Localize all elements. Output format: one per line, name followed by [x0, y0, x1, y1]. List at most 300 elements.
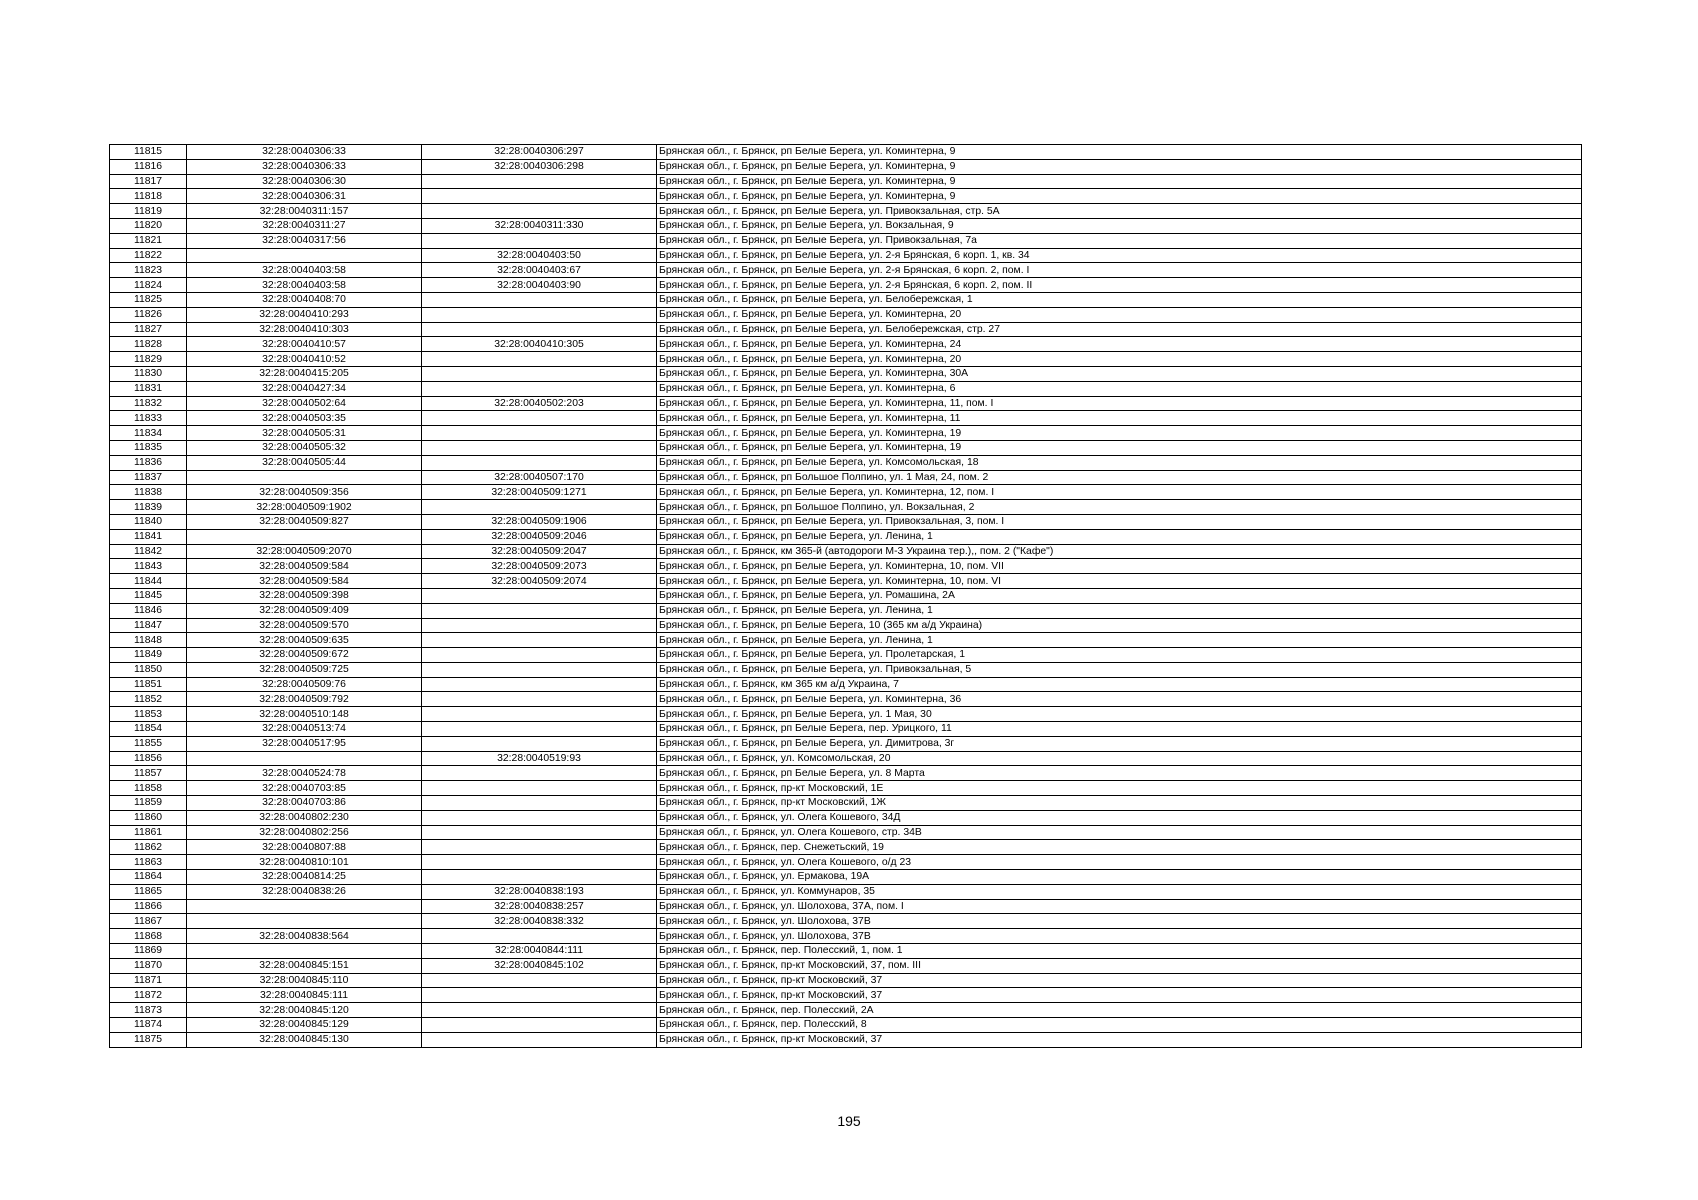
row-number-cell: 11820: [110, 218, 187, 233]
table-row: [110, 204, 1582, 219]
land-cadastral-number-cell: 32:28:0040810:101: [187, 855, 422, 870]
object-cadastral-number-cell: [422, 322, 657, 337]
address-cell: Брянская обл., г. Брянск, пер. Полесский, 8: [657, 1018, 1582, 1033]
row-number-cell: 11816: [110, 159, 187, 174]
table-row: [110, 455, 1582, 470]
object-cadastral-number-cell: [422, 455, 657, 470]
row-number-cell: 11862: [110, 840, 187, 855]
object-cadastral-number-cell: [422, 352, 657, 367]
land-cadastral-number-cell: 32:28:0040509:584: [187, 559, 422, 574]
object-cadastral-number-cell: 32:28:0040519:93: [422, 751, 657, 766]
address-cell: Брянская обл., г. Брянск, рп Белые Берега, ул. Коминтерна, 24: [657, 337, 1582, 352]
address-cell: Брянская обл., г. Брянск, рп Белые Берега, ул. Ленина, 1: [657, 603, 1582, 618]
object-cadastral-number-cell: [422, 381, 657, 396]
table-row: [110, 174, 1582, 189]
land-cadastral-number-cell: [187, 899, 422, 914]
table-row: [110, 870, 1582, 885]
object-cadastral-number-cell: [422, 500, 657, 515]
address-cell: Брянская обл., г. Брянск, ул. Шолохова, 37В: [657, 914, 1582, 929]
address-cell: Брянская обл., г. Брянск, рп Белые Берега, ул. 8 Марта: [657, 766, 1582, 781]
table-row: [110, 662, 1582, 677]
row-number-cell: 11839: [110, 500, 187, 515]
object-cadastral-number-cell: [422, 189, 657, 204]
land-cadastral-number-cell: [187, 914, 422, 929]
object-cadastral-number-cell: 32:28:0040410:305: [422, 337, 657, 352]
row-number-cell: 11855: [110, 736, 187, 751]
object-cadastral-number-cell: 32:28:0040838:193: [422, 884, 657, 899]
address-cell: Брянская обл., г. Брянск, рп Белые Берега, ул. Ромашина, 2А: [657, 588, 1582, 603]
land-cadastral-number-cell: [187, 529, 422, 544]
land-cadastral-number-cell: 32:28:0040513:74: [187, 722, 422, 737]
land-cadastral-number-cell: [187, 944, 422, 959]
table-row: [110, 189, 1582, 204]
land-cadastral-number-cell: 32:28:0040509:792: [187, 692, 422, 707]
object-cadastral-number-cell: 32:28:0040509:2046: [422, 529, 657, 544]
table-row: [110, 781, 1582, 796]
address-cell: Брянская обл., г. Брянск, ул. Олега Кошевого, о/д 23: [657, 855, 1582, 870]
object-cadastral-number-cell: 32:28:0040509:2073: [422, 559, 657, 574]
land-cadastral-number-cell: 32:28:0040410:293: [187, 307, 422, 322]
table-row: [110, 944, 1582, 959]
address-cell: Брянская обл., г. Брянск, ул. Олега Кошевого, стр. 34В: [657, 825, 1582, 840]
land-cadastral-number-cell: 32:28:0040502:64: [187, 396, 422, 411]
table-row: [110, 1032, 1582, 1047]
row-number-cell: 11829: [110, 352, 187, 367]
address-cell: Брянская обл., г. Брянск, пр-кт Московский, 37: [657, 973, 1582, 988]
address-cell: Брянская обл., г. Брянск, рп Большое Полпино, ул. Вокзальная, 2: [657, 500, 1582, 515]
address-cell: Брянская обл., г. Брянск, рп Белые Берега, ул. Коминтерна, 9: [657, 159, 1582, 174]
land-cadastral-number-cell: 32:28:0040807:88: [187, 840, 422, 855]
table-row: [110, 426, 1582, 441]
land-cadastral-number-cell: 32:28:0040517:95: [187, 736, 422, 751]
address-cell: Брянская обл., г. Брянск, пер. Полесский, 2А: [657, 1003, 1582, 1018]
address-cell: Брянская обл., г. Брянск, рп Белые Берега, ул. Коминтерна, 36: [657, 692, 1582, 707]
row-number-cell: 11827: [110, 322, 187, 337]
object-cadastral-number-cell: 32:28:0040507:170: [422, 470, 657, 485]
object-cadastral-number-cell: 32:28:0040306:298: [422, 159, 657, 174]
row-number-cell: 11840: [110, 514, 187, 529]
table-row: [110, 396, 1582, 411]
address-cell: Брянская обл., г. Брянск, пр-кт Московский, 37: [657, 988, 1582, 1003]
object-cadastral-number-cell: 32:28:0040306:297: [422, 145, 657, 160]
table-row: [110, 914, 1582, 929]
object-cadastral-number-cell: [422, 603, 657, 618]
land-cadastral-number-cell: 32:28:0040503:35: [187, 411, 422, 426]
object-cadastral-number-cell: [422, 722, 657, 737]
table-row: [110, 1003, 1582, 1018]
table-row: [110, 278, 1582, 293]
address-cell: Брянская обл., г. Брянск, пр-кт Московский, 1Ж: [657, 796, 1582, 811]
land-cadastral-number-cell: 32:28:0040509:827: [187, 514, 422, 529]
row-number-cell: 11869: [110, 944, 187, 959]
row-number-cell: 11822: [110, 248, 187, 263]
object-cadastral-number-cell: 32:28:0040502:203: [422, 396, 657, 411]
object-cadastral-number-cell: [422, 988, 657, 1003]
table-row: [110, 810, 1582, 825]
object-cadastral-number-cell: 32:28:0040311:330: [422, 218, 657, 233]
address-cell: Брянская обл., г. Брянск, рп Белые Берега, ул. Коминтерна, 9: [657, 189, 1582, 204]
table-row: [110, 884, 1582, 899]
row-number-cell: 11833: [110, 411, 187, 426]
land-cadastral-number-cell: 32:28:0040505:31: [187, 426, 422, 441]
land-cadastral-number-cell: 32:28:0040802:230: [187, 810, 422, 825]
object-cadastral-number-cell: [422, 618, 657, 633]
address-cell: Брянская обл., г. Брянск, рп Белые Берега, ул. Коминтерна, 19: [657, 440, 1582, 455]
land-cadastral-number-cell: 32:28:0040509:1902: [187, 500, 422, 515]
address-cell: Брянская обл., г. Брянск, рп Белые Берега, ул. Комсомольская, 18: [657, 455, 1582, 470]
address-cell: Брянская обл., г. Брянск, рп Белые Берега, ул. Привокзальная, стр. 5А: [657, 204, 1582, 219]
land-cadastral-number-cell: 32:28:0040838:564: [187, 929, 422, 944]
row-number-cell: 11875: [110, 1032, 187, 1047]
table-row: [110, 825, 1582, 840]
row-number-cell: 11835: [110, 440, 187, 455]
page-number: 195: [837, 1113, 861, 1129]
object-cadastral-number-cell: 32:28:0040509:2047: [422, 544, 657, 559]
table-row: [110, 899, 1582, 914]
row-number-cell: 11843: [110, 559, 187, 574]
object-cadastral-number-cell: [422, 1003, 657, 1018]
address-cell: Брянская обл., г. Брянск, рп Белые Берега, ул. Коминтерна, 19: [657, 426, 1582, 441]
table-row: [110, 485, 1582, 500]
object-cadastral-number-cell: [422, 766, 657, 781]
address-cell: Брянская обл., г. Брянск, рп Белые Берега, ул. 2-я Брянская, 6 корп. 2, пом. I: [657, 263, 1582, 278]
address-cell: Брянская обл., г. Брянск, пр-кт Московский, 1Е: [657, 781, 1582, 796]
address-cell: Брянская обл., г. Брянск, рп Белые Берега, ул. Белобережская, 1: [657, 292, 1582, 307]
row-number-cell: 11856: [110, 751, 187, 766]
table-row: [110, 500, 1582, 515]
land-cadastral-number-cell: 32:28:0040509:584: [187, 574, 422, 589]
land-cadastral-number-cell: [187, 470, 422, 485]
row-number-cell: 11815: [110, 145, 187, 160]
address-cell: Брянская обл., г. Брянск, рп Белые Берега, ул. Коминтерна, 11, пом. I: [657, 396, 1582, 411]
land-cadastral-number-cell: [187, 248, 422, 263]
address-cell: Брянская обл., г. Брянск, рп Белые Берега, ул. 1 Мая, 30: [657, 707, 1582, 722]
address-cell: Брянская обл., г. Брянск, ул. Коммунаров, 35: [657, 884, 1582, 899]
row-number-cell: 11832: [110, 396, 187, 411]
table-row: [110, 973, 1582, 988]
object-cadastral-number-cell: [422, 810, 657, 825]
land-cadastral-number-cell: 32:28:0040410:57: [187, 337, 422, 352]
address-cell: Брянская обл., г. Брянск, рп Белые Берега, ул. Коминтерна, 9: [657, 174, 1582, 189]
row-number-cell: 11823: [110, 263, 187, 278]
table-row: [110, 514, 1582, 529]
land-cadastral-number-cell: 32:28:0040509:2070: [187, 544, 422, 559]
row-number-cell: 11838: [110, 485, 187, 500]
object-cadastral-number-cell: [422, 233, 657, 248]
table-row: [110, 322, 1582, 337]
table-row: [110, 603, 1582, 618]
object-cadastral-number-cell: [422, 292, 657, 307]
table-row: [110, 633, 1582, 648]
object-cadastral-number-cell: [422, 825, 657, 840]
land-cadastral-number-cell: 32:28:0040427:34: [187, 381, 422, 396]
row-number-cell: 11857: [110, 766, 187, 781]
address-cell: Брянская обл., г. Брянск, рп Белые Берега, ул. Коминтерна, 6: [657, 381, 1582, 396]
table-body: [110, 145, 1582, 1048]
object-cadastral-number-cell: 32:28:0040403:67: [422, 263, 657, 278]
row-number-cell: 11854: [110, 722, 187, 737]
row-number-cell: 11865: [110, 884, 187, 899]
address-cell: Брянская обл., г. Брянск, рп Белые Берега, ул. Коминтерна, 12, пом. I: [657, 485, 1582, 500]
table-row: [110, 470, 1582, 485]
object-cadastral-number-cell: [422, 633, 657, 648]
row-number-cell: 11818: [110, 189, 187, 204]
address-cell: Брянская обл., г. Брянск, км 365 км а/д Украина, 7: [657, 677, 1582, 692]
object-cadastral-number-cell: 32:28:0040844:111: [422, 944, 657, 959]
table-row: [110, 766, 1582, 781]
table-row: [110, 692, 1582, 707]
object-cadastral-number-cell: 32:28:0040509:2074: [422, 574, 657, 589]
land-cadastral-number-cell: 32:28:0040845:129: [187, 1018, 422, 1033]
row-number-cell: 11846: [110, 603, 187, 618]
land-cadastral-number-cell: 32:28:0040306:30: [187, 174, 422, 189]
object-cadastral-number-cell: [422, 174, 657, 189]
land-cadastral-number-cell: 32:28:0040306:33: [187, 159, 422, 174]
land-cadastral-number-cell: 32:28:0040703:85: [187, 781, 422, 796]
row-number-cell: 11841: [110, 529, 187, 544]
address-cell: Брянская обл., г. Брянск, км 365-й (автодороги М-3 Украина тер.),, пом. 2 ("Кафе"): [657, 544, 1582, 559]
address-cell: Брянская обл., г. Брянск, рп Белые Берега, ул. Коминтерна, 10, пом. VI: [657, 574, 1582, 589]
object-cadastral-number-cell: [422, 707, 657, 722]
table-row: [110, 248, 1582, 263]
row-number-cell: 11837: [110, 470, 187, 485]
address-cell: Брянская обл., г. Брянск, ул. Комсомольская, 20: [657, 751, 1582, 766]
land-cadastral-number-cell: 32:28:0040845:111: [187, 988, 422, 1003]
object-cadastral-number-cell: [422, 648, 657, 663]
table-row: [110, 988, 1582, 1003]
table-row: [110, 648, 1582, 663]
object-cadastral-number-cell: 32:28:0040509:1271: [422, 485, 657, 500]
address-cell: Брянская обл., г. Брянск, рп Белые Берега, ул. Привокзальная, 3, пом. I: [657, 514, 1582, 529]
row-number-cell: 11871: [110, 973, 187, 988]
row-number-cell: 11834: [110, 426, 187, 441]
land-cadastral-number-cell: 32:28:0040510:148: [187, 707, 422, 722]
address-cell: Брянская обл., г. Брянск, ул. Олега Кошевого, 34Д: [657, 810, 1582, 825]
address-cell: Брянская обл., г. Брянск, рп Белые Берега, ул. Ленина, 1: [657, 633, 1582, 648]
land-cadastral-number-cell: 32:28:0040703:86: [187, 796, 422, 811]
object-cadastral-number-cell: [422, 973, 657, 988]
address-cell: Брянская обл., г. Брянск, рп Белые Берега, пер. Урицкого, 11: [657, 722, 1582, 737]
table-row: [110, 707, 1582, 722]
table-row: [110, 751, 1582, 766]
object-cadastral-number-cell: [422, 736, 657, 751]
land-cadastral-number-cell: 32:28:0040509:725: [187, 662, 422, 677]
row-number-cell: 11830: [110, 366, 187, 381]
address-cell: Брянская обл., г. Брянск, пр-кт Московский, 37, пом. III: [657, 958, 1582, 973]
row-number-cell: 11824: [110, 278, 187, 293]
land-cadastral-number-cell: 32:28:0040505:32: [187, 440, 422, 455]
table-row: [110, 574, 1582, 589]
address-cell: Брянская обл., г. Брянск, рп Белые Берега, ул. Коминтерна, 30А: [657, 366, 1582, 381]
property-register-table: [109, 144, 1582, 1048]
object-cadastral-number-cell: [422, 677, 657, 692]
object-cadastral-number-cell: [422, 796, 657, 811]
object-cadastral-number-cell: [422, 440, 657, 455]
table-row: [110, 855, 1582, 870]
land-cadastral-number-cell: 32:28:0040838:26: [187, 884, 422, 899]
row-number-cell: 11847: [110, 618, 187, 633]
address-cell: Брянская обл., г. Брянск, пр-кт Московский, 37: [657, 1032, 1582, 1047]
property-register-table-container: [109, 144, 1581, 1048]
table-row: [110, 529, 1582, 544]
land-cadastral-number-cell: 32:28:0040410:303: [187, 322, 422, 337]
table-row: [110, 307, 1582, 322]
row-number-cell: 11872: [110, 988, 187, 1003]
address-cell: Брянская обл., г. Брянск, рп Белые Берега, ул. Вокзальная, 9: [657, 218, 1582, 233]
row-number-cell: 11826: [110, 307, 187, 322]
row-number-cell: 11873: [110, 1003, 187, 1018]
address-cell: Брянская обл., г. Брянск, рп Белые Берега, ул. Белобережская, стр. 27: [657, 322, 1582, 337]
address-cell: Брянская обл., г. Брянск, рп Белые Берега, ул. 2-я Брянская, 6 корп. 2, пом. II: [657, 278, 1582, 293]
table-row: [110, 840, 1582, 855]
row-number-cell: 11819: [110, 204, 187, 219]
address-cell: Брянская обл., г. Брянск, ул. Ермакова, 19А: [657, 870, 1582, 885]
land-cadastral-number-cell: 32:28:0040509:409: [187, 603, 422, 618]
address-cell: Брянская обл., г. Брянск, рп Белые Берега, 10 (365 км а/д Украина): [657, 618, 1582, 633]
address-cell: Брянская обл., г. Брянск, рп Белые Берега, ул. Привокзальная, 7а: [657, 233, 1582, 248]
row-number-cell: 11866: [110, 899, 187, 914]
land-cadastral-number-cell: 32:28:0040845:110: [187, 973, 422, 988]
address-cell: Брянская обл., г. Брянск, рп Белые Берега, ул. Привокзальная, 5: [657, 662, 1582, 677]
land-cadastral-number-cell: 32:28:0040524:78: [187, 766, 422, 781]
object-cadastral-number-cell: [422, 307, 657, 322]
table-row: [110, 559, 1582, 574]
object-cadastral-number-cell: 32:28:0040403:50: [422, 248, 657, 263]
address-cell: Брянская обл., г. Брянск, рп Белые Берега, ул. Пролетарская, 1: [657, 648, 1582, 663]
land-cadastral-number-cell: 32:28:0040509:672: [187, 648, 422, 663]
table-row: [110, 411, 1582, 426]
object-cadastral-number-cell: 32:28:0040838:257: [422, 899, 657, 914]
table-row: [110, 218, 1582, 233]
row-number-cell: 11868: [110, 929, 187, 944]
address-cell: Брянская обл., г. Брянск, рп Белые Берега, ул. Коминтерна, 10, пом. VII: [657, 559, 1582, 574]
row-number-cell: 11817: [110, 174, 187, 189]
address-cell: Брянская обл., г. Брянск, пер. Полесский, 1, пом. 1: [657, 944, 1582, 959]
land-cadastral-number-cell: 32:28:0040509:356: [187, 485, 422, 500]
address-cell: Брянская обл., г. Брянск, рп Белые Берега, ул. Димитрова, 3г: [657, 736, 1582, 751]
table-row: [110, 929, 1582, 944]
address-cell: Брянская обл., г. Брянск, рп Белые Берега, ул. 2-я Брянская, 6 корп. 1, кв. 34: [657, 248, 1582, 263]
address-cell: Брянская обл., г. Брянск, рп Большое Полпино, ул. 1 Мая, 24, пом. 2: [657, 470, 1582, 485]
object-cadastral-number-cell: [422, 426, 657, 441]
table-row: [110, 618, 1582, 633]
row-number-cell: 11864: [110, 870, 187, 885]
row-number-cell: 11848: [110, 633, 187, 648]
land-cadastral-number-cell: 32:28:0040317:56: [187, 233, 422, 248]
land-cadastral-number-cell: 32:28:0040415:205: [187, 366, 422, 381]
land-cadastral-number-cell: 32:28:0040306:31: [187, 189, 422, 204]
object-cadastral-number-cell: 32:28:0040845:102: [422, 958, 657, 973]
object-cadastral-number-cell: [422, 929, 657, 944]
land-cadastral-number-cell: 32:28:0040311:157: [187, 204, 422, 219]
table-row: [110, 352, 1582, 367]
land-cadastral-number-cell: 32:28:0040509:76: [187, 677, 422, 692]
address-cell: Брянская обл., г. Брянск, ул. Шолохова, 37В: [657, 929, 1582, 944]
land-cadastral-number-cell: 32:28:0040814:25: [187, 870, 422, 885]
land-cadastral-number-cell: 32:28:0040408:70: [187, 292, 422, 307]
row-number-cell: 11858: [110, 781, 187, 796]
object-cadastral-number-cell: [422, 588, 657, 603]
table-row: [110, 263, 1582, 278]
object-cadastral-number-cell: [422, 366, 657, 381]
land-cadastral-number-cell: 32:28:0040509:570: [187, 618, 422, 633]
row-number-cell: 11836: [110, 455, 187, 470]
table-row: [110, 145, 1582, 160]
land-cadastral-number-cell: 32:28:0040509:398: [187, 588, 422, 603]
land-cadastral-number-cell: 32:28:0040410:52: [187, 352, 422, 367]
address-cell: Брянская обл., г. Брянск, рп Белые Берега, ул. Коминтерна, 20: [657, 352, 1582, 367]
land-cadastral-number-cell: [187, 751, 422, 766]
land-cadastral-number-cell: 32:28:0040505:44: [187, 455, 422, 470]
land-cadastral-number-cell: 32:28:0040802:256: [187, 825, 422, 840]
row-number-cell: 11859: [110, 796, 187, 811]
address-cell: Брянская обл., г. Брянск, пер. Снежетьский, 19: [657, 840, 1582, 855]
land-cadastral-number-cell: 32:28:0040509:635: [187, 633, 422, 648]
table-row: [110, 159, 1582, 174]
row-number-cell: 11870: [110, 958, 187, 973]
address-cell: Брянская обл., г. Брянск, рп Белые Берега, ул. Коминтерна, 20: [657, 307, 1582, 322]
object-cadastral-number-cell: 32:28:0040838:332: [422, 914, 657, 929]
land-cadastral-number-cell: 32:28:0040845:151: [187, 958, 422, 973]
object-cadastral-number-cell: 32:28:0040403:90: [422, 278, 657, 293]
table-row: [110, 381, 1582, 396]
object-cadastral-number-cell: [422, 781, 657, 796]
row-number-cell: 11842: [110, 544, 187, 559]
row-number-cell: 11821: [110, 233, 187, 248]
land-cadastral-number-cell: 32:28:0040311:27: [187, 218, 422, 233]
land-cadastral-number-cell: 32:28:0040845:120: [187, 1003, 422, 1018]
row-number-cell: 11861: [110, 825, 187, 840]
object-cadastral-number-cell: 32:28:0040509:1906: [422, 514, 657, 529]
table-row: [110, 958, 1582, 973]
land-cadastral-number-cell: 32:28:0040306:33: [187, 145, 422, 160]
table-row: [110, 337, 1582, 352]
object-cadastral-number-cell: [422, 870, 657, 885]
row-number-cell: 11860: [110, 810, 187, 825]
table-row: [110, 440, 1582, 455]
table-row: [110, 292, 1582, 307]
object-cadastral-number-cell: [422, 855, 657, 870]
table-row: [110, 588, 1582, 603]
address-cell: Брянская обл., г. Брянск, ул. Шолохова, 37А, пом. I: [657, 899, 1582, 914]
row-number-cell: 11851: [110, 677, 187, 692]
row-number-cell: 11849: [110, 648, 187, 663]
table-row: [110, 736, 1582, 751]
object-cadastral-number-cell: [422, 840, 657, 855]
table-row: [110, 722, 1582, 737]
land-cadastral-number-cell: 32:28:0040845:130: [187, 1032, 422, 1047]
address-cell: Брянская обл., г. Брянск, рп Белые Берега, ул. Коминтерна, 9: [657, 145, 1582, 160]
land-cadastral-number-cell: 32:28:0040403:58: [187, 278, 422, 293]
table-row: [110, 233, 1582, 248]
table-row: [110, 1018, 1582, 1033]
row-number-cell: 11874: [110, 1018, 187, 1033]
address-cell: Брянская обл., г. Брянск, рп Белые Берега, ул. Ленина, 1: [657, 529, 1582, 544]
object-cadastral-number-cell: [422, 1032, 657, 1047]
row-number-cell: 11852: [110, 692, 187, 707]
table-row: [110, 677, 1582, 692]
row-number-cell: 11863: [110, 855, 187, 870]
object-cadastral-number-cell: [422, 692, 657, 707]
table-row: [110, 796, 1582, 811]
table-row: [110, 544, 1582, 559]
object-cadastral-number-cell: [422, 1018, 657, 1033]
row-number-cell: 11845: [110, 588, 187, 603]
row-number-cell: 11867: [110, 914, 187, 929]
object-cadastral-number-cell: [422, 411, 657, 426]
row-number-cell: 11825: [110, 292, 187, 307]
object-cadastral-number-cell: [422, 204, 657, 219]
